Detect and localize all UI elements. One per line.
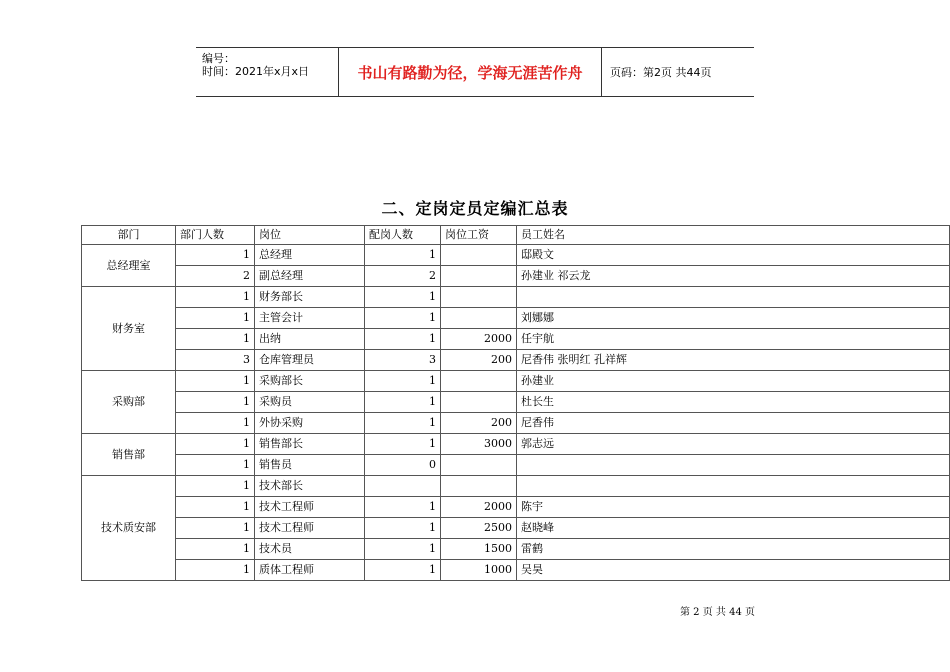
dept-name-cell: 财务室 [82,287,176,371]
page-footer: 第 2 页 共 44 页 [680,607,755,618]
table-row [82,539,950,560]
salary-cell: 3000 [441,434,517,455]
staff-count-cell: 1 [365,539,441,560]
time-label: 时间：2021年x月x日 [202,65,310,78]
post-cell: 副总经理 [255,266,365,287]
staff-count-cell: 1 [365,497,441,518]
dept-count-cell: 1 [176,392,255,413]
employee-names-cell: 刘娜娜 [517,308,950,329]
dept-name-cell: 采购部 [82,371,176,434]
table-row [82,560,950,581]
salary-cell: 200 [441,350,517,371]
table-row [82,476,950,497]
table-row [82,518,950,539]
employee-names-cell: 赵晓峰 [517,518,950,539]
dept-count-cell: 1 [176,329,255,350]
dept-name-cell: 技术质安部 [82,476,176,581]
dept-count-cell: 1 [176,497,255,518]
employee-names-cell [517,476,950,497]
post-cell: 技术工程师 [255,497,365,518]
dept-name-cell: 总经理室 [82,245,176,287]
salary-cell [441,455,517,476]
salary-cell: 2000 [441,497,517,518]
post-cell: 采购员 [255,392,365,413]
post-cell: 技术工程师 [255,518,365,539]
table-header-row [82,226,950,245]
table-row [82,308,950,329]
column-header-dept: 部门 [82,226,176,245]
post-cell: 技术部长 [255,476,365,497]
post-cell: 主管会计 [255,308,365,329]
staff-count-cell: 1 [365,329,441,350]
employee-names-cell: 任宇航 [517,329,950,350]
salary-cell [441,476,517,497]
salary-cell [441,371,517,392]
dept-count-cell: 3 [176,350,255,371]
salary-cell: 2000 [441,329,517,350]
table-body [82,226,950,581]
dept-count-cell: 1 [176,476,255,497]
table-row [82,245,950,266]
column-header-post: 岗位 [255,226,365,245]
salary-cell [441,308,517,329]
staff-count-cell: 1 [365,413,441,434]
employee-names-cell: 陈宇 [517,497,950,518]
post-cell: 采购部长 [255,371,365,392]
motto-text: 书山有路勤为径，学海无涯苦作舟 [357,63,583,82]
employee-names-cell: 孙建业 祁云龙 [517,266,950,287]
employee-names-cell: 吴昊 [517,560,950,581]
table-row [82,497,950,518]
dept-count-cell: 1 [176,539,255,560]
table-row [82,392,950,413]
staff-count-cell: 3 [365,350,441,371]
column-header-staff: 配岗人数 [365,226,441,245]
employee-names-cell: 尼香伟 [517,413,950,434]
post-cell: 总经理 [255,245,365,266]
dept-count-cell: 1 [176,455,255,476]
dept-count-cell: 1 [176,287,255,308]
dept-count-cell: 2 [176,266,255,287]
salary-cell: 2500 [441,518,517,539]
post-cell: 财务部长 [255,287,365,308]
employee-names-cell: 雷鹤 [517,539,950,560]
employee-names-cell [517,455,950,476]
staff-count-cell: 1 [365,560,441,581]
table-row [82,371,950,392]
dept-count-cell: 1 [176,518,255,539]
page-code: 页码：第2页 共44页 [610,65,712,79]
post-cell: 销售员 [255,455,365,476]
table-row [82,329,950,350]
table-row [82,434,950,455]
salary-cell [441,287,517,308]
page-header [196,47,754,97]
employee-names-cell: 郭志远 [517,434,950,455]
employee-names-cell: 杜长生 [517,392,950,413]
table-row [82,413,950,434]
table-row [82,455,950,476]
staff-count-cell: 1 [365,434,441,455]
dept-count-cell: 1 [176,560,255,581]
staff-count-cell: 2 [365,266,441,287]
employee-names-cell: 邸殿文 [517,245,950,266]
employee-names-cell: 孙建业 [517,371,950,392]
dept-name-cell: 销售部 [82,434,176,476]
dept-count-cell: 1 [176,413,255,434]
staff-count-cell: 1 [365,245,441,266]
post-cell: 销售部长 [255,434,365,455]
salary-cell: 1000 [441,560,517,581]
column-header-salary: 岗位工资 [441,226,517,245]
salary-cell [441,392,517,413]
salary-cell [441,266,517,287]
staff-count-cell: 1 [365,371,441,392]
header-info-cell [196,48,339,96]
table-row [82,350,950,371]
header-motto-cell [339,48,602,96]
column-header-dept-count: 部门人数 [176,226,255,245]
salary-cell: 200 [441,413,517,434]
staff-count-cell: 1 [365,518,441,539]
table-row [82,266,950,287]
salary-cell: 1500 [441,539,517,560]
staff-count-cell: 0 [365,455,441,476]
column-header-names: 员工姓名 [517,226,950,245]
header-page-cell [602,48,754,96]
staff-count-cell: 1 [365,392,441,413]
dept-count-cell: 1 [176,434,255,455]
dept-count-cell: 1 [176,371,255,392]
staffing-summary-table [81,225,950,581]
post-cell: 技术员 [255,539,365,560]
salary-cell [441,245,517,266]
number-label: 编号： [202,52,235,65]
table-title: 二、定岗定员定编汇总表 [381,199,569,218]
dept-count-cell: 1 [176,308,255,329]
post-cell: 仓库管理员 [255,350,365,371]
post-cell: 外协采购 [255,413,365,434]
employee-names-cell [517,287,950,308]
post-cell: 质体工程师 [255,560,365,581]
staff-count-cell: 1 [365,308,441,329]
staff-count-cell: 1 [365,287,441,308]
employee-names-cell: 尼香伟 张明红 孔祥辉 [517,350,950,371]
table-row [82,287,950,308]
staff-count-cell [365,476,441,497]
dept-count-cell: 1 [176,245,255,266]
post-cell: 出纳 [255,329,365,350]
